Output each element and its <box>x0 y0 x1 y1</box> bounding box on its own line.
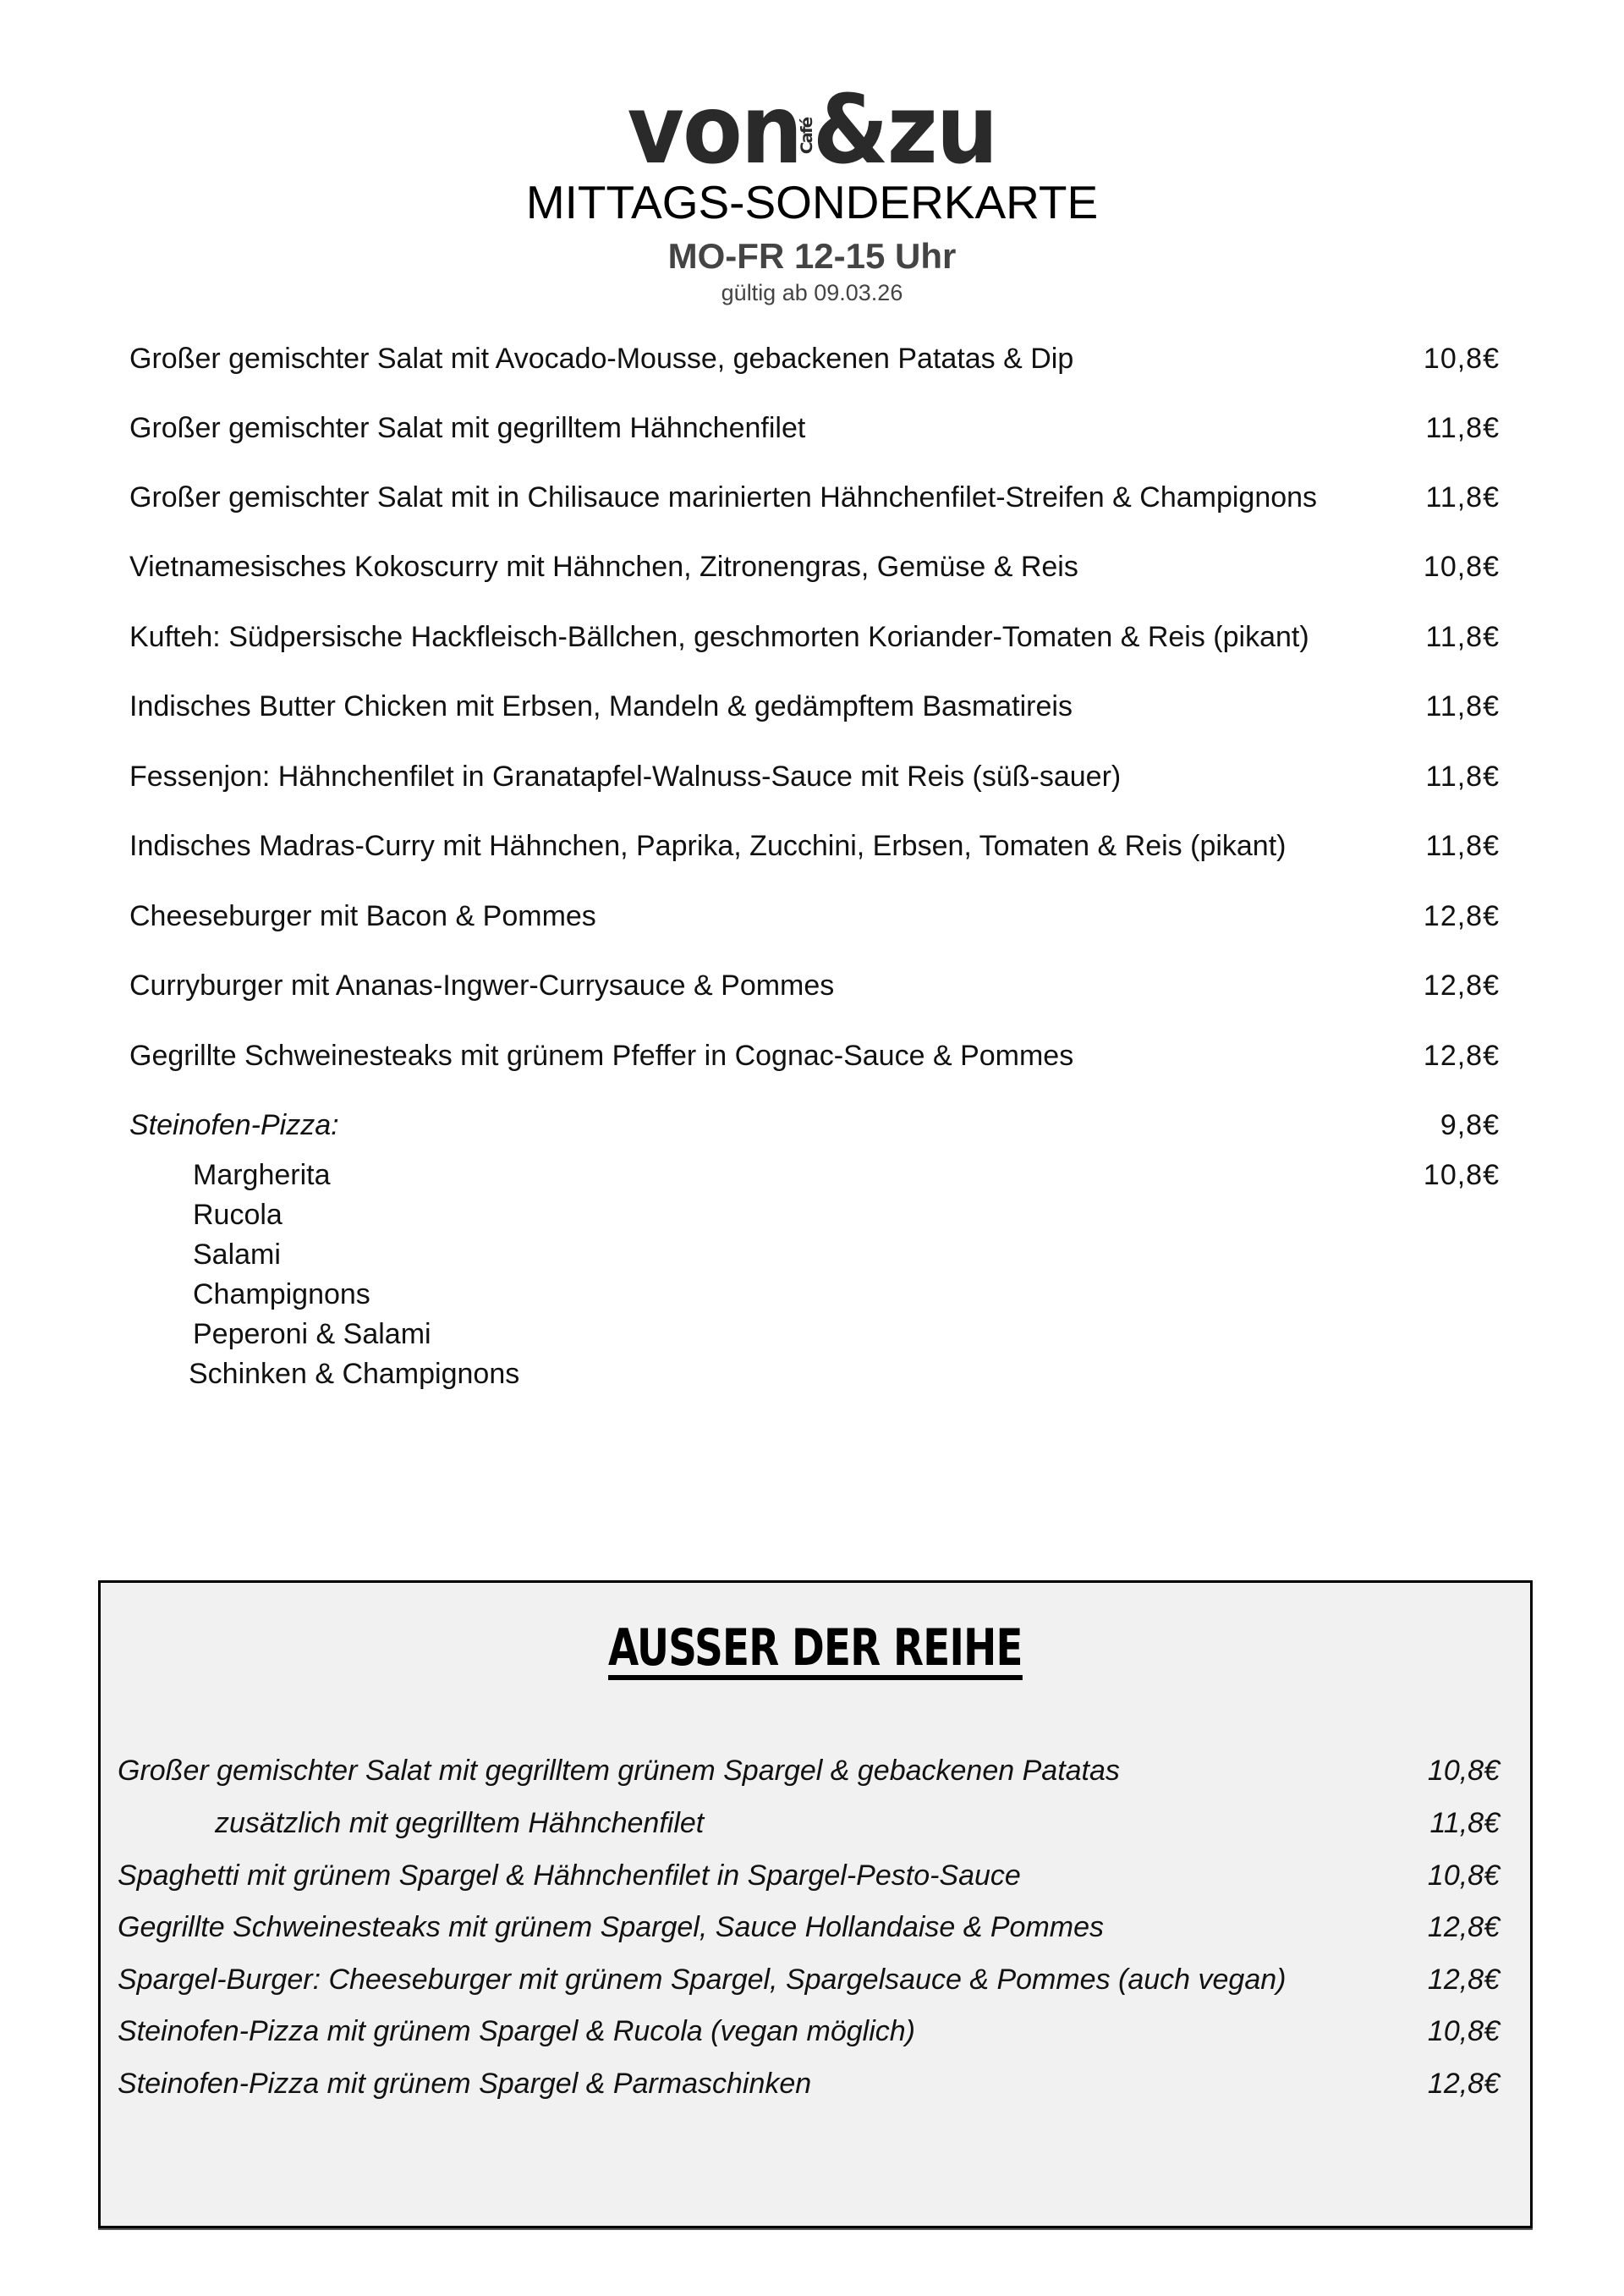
special-item <box>118 1854 1500 1897</box>
special-item-price: 10,8€ <box>1427 1755 1500 1787</box>
menu-item <box>129 616 1500 658</box>
menu-item-name: Vietnamesisches Kokoscurry mit Hähnchen, Zitronengras, Gemüse & Reis <box>129 551 1078 583</box>
special-item-price: 10,8€ <box>1427 2015 1500 2047</box>
menu-item-price: 11,8€ <box>1425 621 1500 653</box>
special-item-name: Großer gemischter Salat mit gegrilltem grünem Spargel & gebackenen Patatas <box>118 1755 1120 1787</box>
special-item-name: Spargel-Burger: Cheeseburger mit grünem Spargel, Spargelsauce & Pommes (auch vegan) <box>118 1964 1287 1996</box>
menu-item-price: 10,8€ <box>1423 551 1500 583</box>
menu-item-price: 11,8€ <box>1425 481 1500 514</box>
menu-item-name: Großer gemischter Salat mit in Chilisauce marinierten Hähnchenfilet-Streifen & Champignons <box>129 481 1318 514</box>
menu-item-price: 12,8€ <box>1423 900 1500 932</box>
special-item-name: Gegrillte Schweinesteaks mit grünem Spargel, Sauce Hollandaise & Pommes <box>118 1911 1104 1943</box>
menu-item <box>129 825 1500 867</box>
menu-item <box>129 476 1500 519</box>
menu-item-name: Fessenjon: Hähnchenfilet in Granatapfel-Walnuss-Sauce mit Reis (süß-sauer) <box>129 761 1122 793</box>
pizza-price: 9,8€ <box>1440 1109 1500 1141</box>
special-item-name: zusätzlich mit gegrilltem Hähnchenfilet <box>215 1807 705 1839</box>
menu-item-price: 11,8€ <box>1425 761 1500 793</box>
valid-from: gültig ab 09.03.26 <box>721 280 903 305</box>
menu-item <box>129 1035 1500 1077</box>
menu-item <box>129 546 1500 588</box>
pizza-label: Steinofen-Pizza: <box>129 1109 339 1141</box>
special-item <box>118 2010 1500 2052</box>
special-item <box>118 2063 1500 2105</box>
opening-hours: MO-FR 12-15 Uhr <box>667 236 957 276</box>
menu-item-price: 11,8€ <box>1425 412 1500 444</box>
cafe-logo <box>65 75 1559 185</box>
pizza-variety: Champignons <box>193 1278 370 1310</box>
menu-item-name: Großer gemischter Salat mit Avocado-Mousse, gebackenen Patatas & Dip <box>129 343 1074 375</box>
special-item <box>118 1958 1500 2001</box>
menu-item-name: Indisches Madras-Curry mit Hähnchen, Paprika, Zucchini, Erbsen, Tomaten & Reis (pikant) <box>129 830 1287 862</box>
pizza-variety: Rucola <box>193 1199 283 1231</box>
menu-item <box>129 755 1500 798</box>
menu-item <box>129 338 1500 380</box>
menu-item-price: 10,8€ <box>1423 343 1500 375</box>
logo-cafe: Café <box>798 118 817 155</box>
special-title <box>101 1618 1530 1680</box>
menu-item-name: Kufteh: Südpersische Hackfleisch-Bällchen, geschmorten Koriander-Tomaten & Reis (pikant) <box>129 621 1309 653</box>
pizza-heading <box>129 1104 1500 1146</box>
special-title-text: AUSSER DER REIHE <box>608 1622 1023 1680</box>
menu-item-price: 11,8€ <box>1425 830 1500 862</box>
menu-item-price: 12,8€ <box>1423 1040 1500 1072</box>
special-item <box>118 1906 1500 1948</box>
pizza-variety: Salami <box>193 1239 281 1271</box>
menu-item <box>129 964 1500 1007</box>
menu-item <box>129 407 1500 449</box>
menu-item-price: 11,8€ <box>1425 690 1500 722</box>
logo-von: von <box>627 75 802 185</box>
special-item-price: 12,8€ <box>1427 1911 1500 1943</box>
menu-item-name: Curryburger mit Ananas-Ingwer-Currysauce & Pommes <box>129 969 835 1002</box>
logo-zu: &zu <box>812 75 997 185</box>
special-item-name: Spaghetti mit grünem Spargel & Hähnchenfilet in Spargel-Pesto-Sauce <box>118 1859 1021 1892</box>
special-item-price: 11,8€ <box>1429 1807 1500 1839</box>
special-item-price: 12,8€ <box>1427 1964 1500 1996</box>
menu-item-name: Großer gemischter Salat mit gegrilltem Hähnchenfilet <box>129 412 806 444</box>
special-item-price: 10,8€ <box>1427 1859 1500 1892</box>
menu-item-name: Gegrillte Schweinesteaks mit grünem Pfeffer in Cognac-Sauce & Pommes <box>129 1040 1074 1072</box>
pizza-variety: Margherita <box>193 1159 331 1191</box>
pizza-extra-price: 10,8€ <box>1423 1159 1500 1191</box>
menu-item <box>129 895 1500 937</box>
menu-item-price: 12,8€ <box>1423 969 1500 1002</box>
special-item-name: Steinofen-Pizza mit grünem Spargel & Parmaschinken <box>118 2068 812 2100</box>
special-item <box>118 1802 1500 1844</box>
special-offers-box <box>98 1580 1533 2228</box>
special-item-price: 12,8€ <box>1427 2068 1500 2100</box>
menu-item-name: Cheeseburger mit Bacon & Pommes <box>129 900 596 932</box>
pizza-variety: Schinken & Champignons <box>189 1358 520 1390</box>
special-item-name: Steinofen-Pizza mit grünem Spargel & Rucola (vegan möglich) <box>118 2015 916 2047</box>
menu-item-name: Indisches Butter Chicken mit Erbsen, Mandeln & gedämpftem Basmatireis <box>129 690 1073 722</box>
page-title: MITTAGS-SONDERKARTE <box>525 176 1099 228</box>
pizza-extra-price-row <box>129 1154 1500 1196</box>
special-item <box>118 1749 1500 1792</box>
menu-item <box>129 685 1500 728</box>
pizza-variety: Peperoni & Salami <box>193 1318 431 1350</box>
